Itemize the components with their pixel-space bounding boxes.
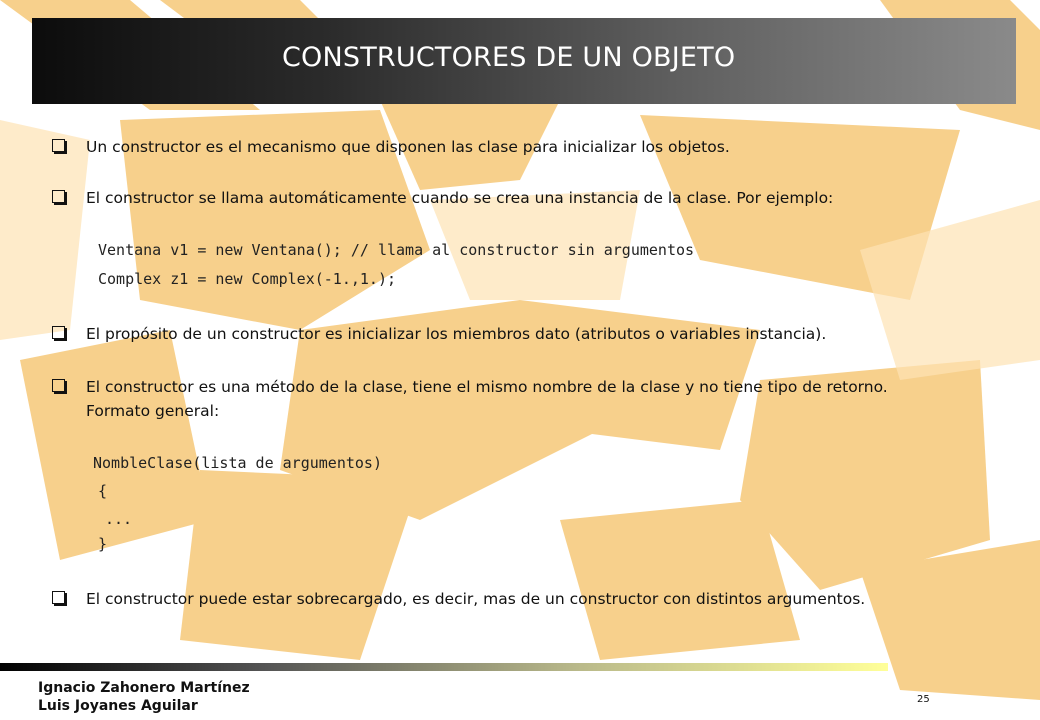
code-line: NombleClase(lista de argumentos) — [93, 454, 382, 472]
page-number: 25 — [917, 694, 930, 705]
footer-author: Luis Joyanes Aguilar — [38, 698, 198, 714]
footer-author: Ignacio Zahonero Martínez — [38, 680, 250, 696]
bullet-text: Un constructor es el mecanismo que disponen las clase para inicializar los objetos. — [86, 138, 730, 156]
footer-divider — [0, 663, 888, 671]
bullet-text: Formato general: — [86, 402, 220, 420]
square-bullet-icon — [52, 190, 65, 203]
square-bullet-icon — [52, 379, 65, 392]
bullet-text: El constructor puede estar sobrecargado, es decir, mas de un constructor con distintos argumentos. — [86, 590, 866, 608]
code-line: { — [98, 482, 108, 500]
square-bullet-icon — [52, 591, 65, 604]
code-line: Complex z1 = new Complex(-1.,1.); — [98, 270, 397, 288]
code-line: } — [98, 535, 108, 553]
square-bullet-icon — [52, 139, 65, 152]
code-line: ... — [105, 510, 133, 528]
slide-title: CONSTRUCTORES DE UN OBJETO — [282, 42, 736, 73]
bullet-text: El propósito de un constructor es inicializar los miembros dato (atributos o variables instancia). — [86, 325, 827, 343]
bullet-text: El constructor es una método de la clase, tiene el mismo nombre de la clase y no tiene tipo de retorno. — [86, 378, 888, 396]
bullet-text: El constructor se llama automáticamente cuando se crea una instancia de la clase. Por ejemplo: — [86, 189, 834, 207]
square-bullet-icon — [52, 326, 65, 339]
code-line: Ventana v1 = new Ventana(); // llama al constructor sin argumentos — [98, 241, 695, 259]
